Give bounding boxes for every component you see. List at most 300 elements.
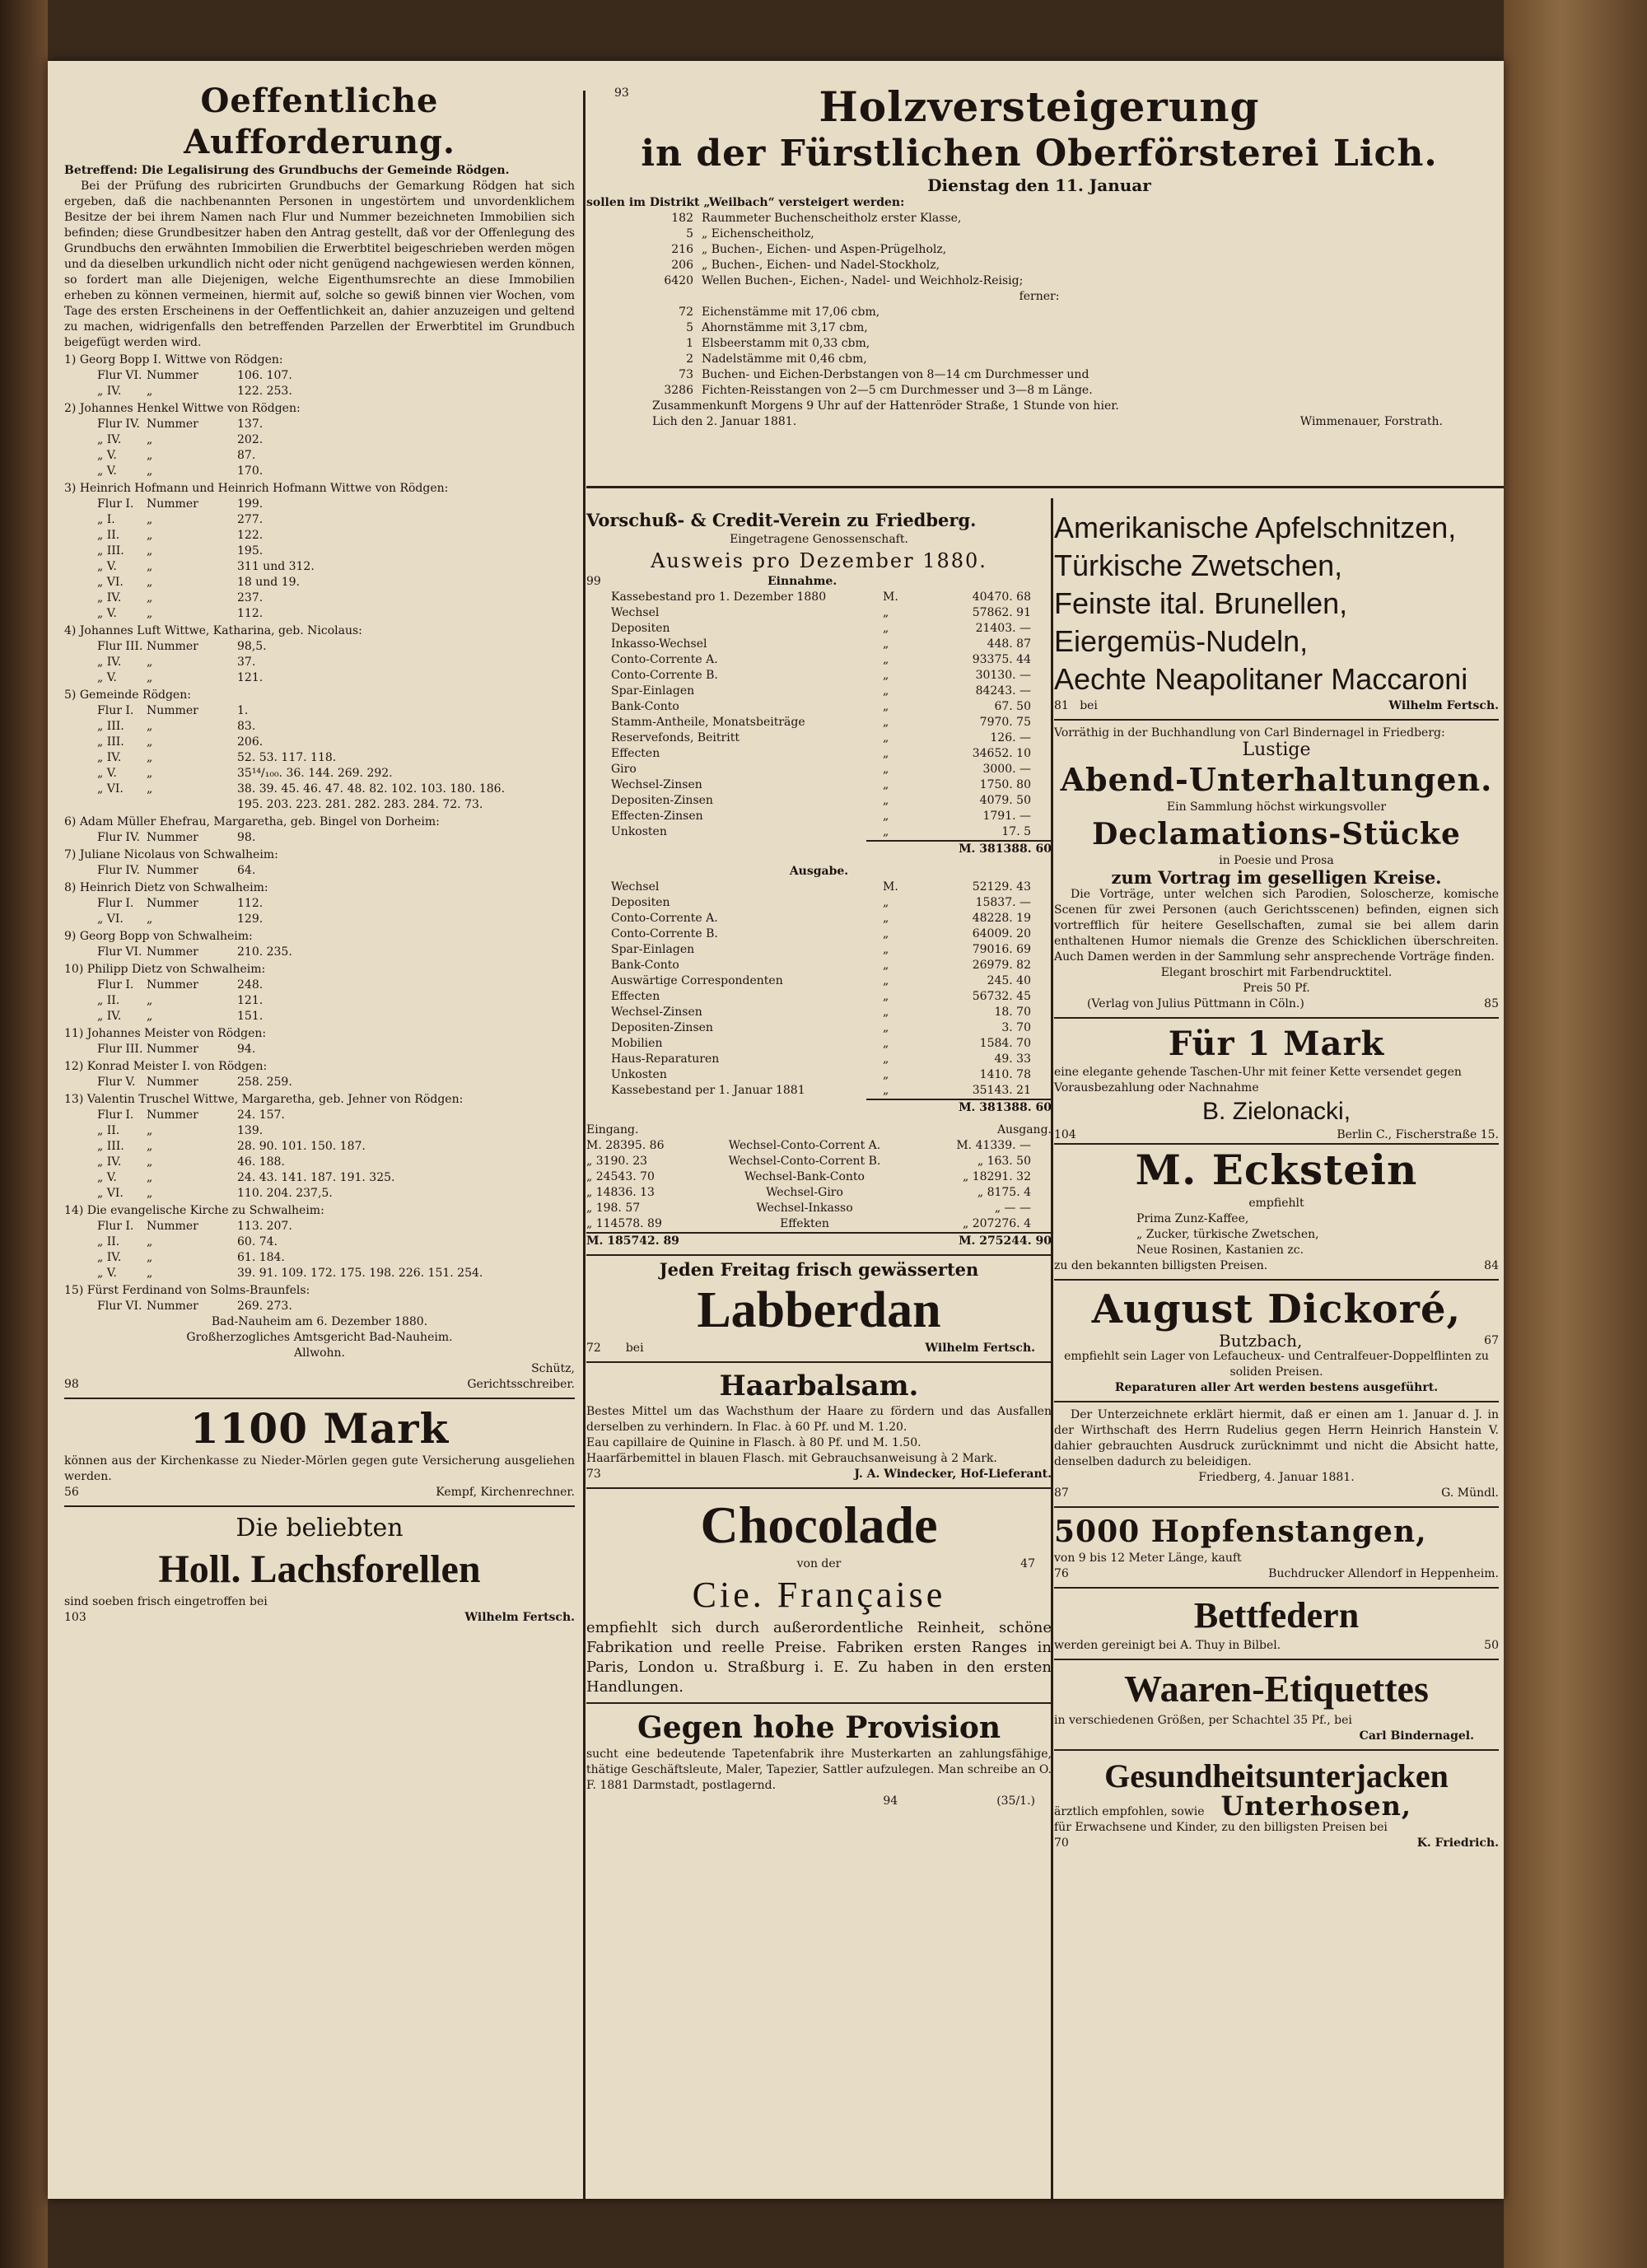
eck-items [1054, 1211, 1499, 1258]
ledger-label: Unkosten [611, 825, 667, 838]
ledger-unit: „ [883, 974, 889, 987]
flur-cell: 18 und 19. [237, 576, 300, 589]
flur-cell: „ [147, 782, 153, 796]
ziel-name: B. Zielonacki, [1201, 1098, 1351, 1125]
ledger-unit: „ [883, 731, 889, 744]
ledger-unit: „ [883, 700, 889, 713]
haar-text: Bestes Mittel um das Wachsthum der Haare zu fördern und das Ausfallen derselben zu verhindern. In Flac. à 60 Pf. und M. 1.20. [586, 1404, 1052, 1434]
divider [1054, 1587, 1499, 1589]
amer-item: Amerikanische Apfelschnitzen, [1054, 511, 1457, 544]
ledger-unit: „ [883, 747, 889, 760]
flur-row [64, 782, 575, 813]
flur-row [64, 1234, 575, 1250]
ledger-row [611, 668, 1052, 684]
flur-cell: „ VI. [97, 576, 124, 589]
book-spine-left [0, 0, 48, 2268]
ledger-unit: M. [883, 590, 898, 604]
ledger-label: Reservefonds, Beitritt [611, 731, 740, 744]
flur-cell: Flur VI. [97, 369, 142, 382]
flur-cell: „ [147, 767, 153, 780]
ledger-row [611, 824, 1052, 840]
date-line: Bad-Nauheim am 6. Dezember 1880. [211, 1315, 428, 1328]
entry-head: 10) Philipp Dietz von Schwalheim: [64, 963, 266, 976]
flur-cell: 83. [237, 720, 256, 733]
flur-row [64, 735, 575, 750]
ledger-row [611, 809, 1052, 824]
ledger-row [611, 989, 1052, 1005]
flur-cell: 258. 259. [237, 1076, 292, 1089]
flur-row [64, 896, 575, 912]
holz-item [586, 242, 1492, 258]
ledger-value: 26979. 82 [972, 959, 1031, 972]
entry-head: 9) Georg Bopp von Schwalheim: [64, 930, 253, 943]
flur-cell: Flur I. [97, 497, 134, 511]
flur-cell: 137. [237, 418, 264, 431]
ledger-value: 64009. 20 [972, 927, 1031, 940]
book-verlag: (Verlag von Julius Püttmann in Cöln.) [1087, 997, 1304, 1010]
ledger-unit: „ [883, 810, 889, 823]
flur-cell: Flur I. [97, 1108, 134, 1122]
ledger-unit: „ [883, 1084, 889, 1097]
flur-cell: Flur I. [97, 1220, 134, 1233]
ledger-label: Giro [611, 763, 637, 776]
eck-item: Prima Zunz-Kaffee, [1136, 1212, 1249, 1225]
flur-cell: Nummer [147, 704, 198, 717]
amer-item: Feinste ital. Brunellen, [1054, 586, 1348, 620]
flur-cell: „ [147, 464, 153, 478]
flur-cell: Flur I. [97, 897, 134, 910]
ledger-unit: „ [883, 606, 889, 619]
ledger-row [611, 699, 1052, 715]
ledger-unit: „ [883, 825, 889, 838]
ad-number: 87 [1054, 1486, 1069, 1500]
flur-cell: Flur V. [97, 1076, 136, 1089]
flur-cell: 64. [237, 864, 256, 877]
gesund-text1: ärztlich empfohlen, sowie [1054, 1805, 1205, 1818]
ledger-row [611, 895, 1052, 911]
flur-row [64, 639, 575, 655]
verein-title: Vorschuß- & Credit-Verein zu Friedberg. [586, 510, 977, 530]
ledger-label: Depositen [611, 896, 670, 909]
bett-title: Bettfedern [1193, 1595, 1360, 1636]
flur-row [64, 1139, 575, 1155]
dick-rep: Reparaturen aller Art werden bestens ausgeführt. [1114, 1381, 1439, 1394]
entry-head: 11) Johannes Meister von Rödgen: [64, 1027, 267, 1040]
flur-row [64, 417, 575, 432]
ad-number: 84 [1484, 1259, 1499, 1272]
giro-in: „ 114578. 89 [586, 1217, 662, 1230]
hopfen-sign: Buchdrucker Allendorf in Heppenheim. [1268, 1567, 1499, 1580]
flur-cell: „ V. [97, 767, 117, 780]
book-lustige: Lustige [1242, 740, 1311, 760]
flur-cell: „ II. [97, 1124, 120, 1137]
ad-number: 70 [1054, 1836, 1069, 1850]
flur-cell: 112. [237, 897, 264, 910]
flur-cell: „ IV. [97, 1155, 122, 1169]
ad-number: 81 [1054, 699, 1069, 712]
giro-out: M. 41339. — [956, 1139, 1031, 1152]
lachs-text: sind soeben frisch eingetroffen bei [64, 1595, 268, 1608]
divider [586, 1254, 1052, 1256]
divider [1054, 1401, 1499, 1402]
entry-head: 4) Johannes Luft Wittwe, Katharina, geb. Nicolaus: [64, 624, 362, 637]
flur-cell: 112. [237, 607, 264, 620]
flur-cell: 1. [237, 704, 249, 717]
ad-number: 103 [64, 1611, 86, 1624]
flur-cell: „ II. [97, 529, 120, 542]
flur-cell: Flur IV. [97, 831, 140, 844]
flur-row [64, 528, 575, 544]
verein-ausweis: Ausweis pro Dezember 1880. [651, 549, 987, 572]
flur-cell: „ [147, 735, 153, 749]
haar-quinine: Eau capillaire de Quinine in Flasch. à 80 Pf. und M. 1.50. [586, 1435, 921, 1449]
holz-title: Holzversteigerung [819, 82, 1260, 131]
holz-item [586, 273, 1492, 289]
book-eleg: Elegant broschirt mit Farbendrucktitel. [1160, 966, 1393, 979]
flur-cell: 24. 43. 141. 187. 191. 325. [237, 1171, 395, 1184]
flur-cell: 61. 184. [237, 1251, 285, 1264]
lachs-sign: Wilhelm Fertsch. [464, 1611, 575, 1624]
flur-cell: „ [147, 591, 153, 604]
flur-cell: Flur III. [97, 1043, 143, 1056]
waaren-text: in verschiedenen Größen, per Schachtel 35 Pf., bei [1054, 1714, 1352, 1727]
flur-cell: „ [147, 560, 153, 573]
ledger-unit: „ [883, 927, 889, 940]
flur-row [64, 703, 575, 719]
lachs-title: Holl. Lachsforellen [158, 1547, 481, 1591]
ledger-label: Inkasso-Wechsel [611, 637, 707, 651]
flur-cell: „ II. [97, 994, 120, 1007]
ledger-label: Effecten-Zinsen [611, 810, 703, 823]
ledger-value: 1584. 70 [979, 1037, 1031, 1050]
ledger-row [611, 590, 1052, 605]
ledger-label: Bank-Conto [611, 959, 679, 972]
ledger-value: 3000. — [982, 763, 1031, 776]
giro-table [586, 1138, 1052, 1232]
flur-cell: Nummer [147, 369, 198, 382]
flur-cell: „ [147, 385, 153, 398]
flur-cell: Nummer [147, 497, 198, 511]
ledger-row [611, 793, 1052, 809]
sign-schuetz: Schütz, [531, 1362, 575, 1375]
flur-cell: „ [147, 1155, 153, 1169]
flur-cell: Flur I. [97, 978, 134, 992]
ledger-value: 49. 33 [994, 1052, 1031, 1066]
giro-total-left: M. 185742. 89 [586, 1234, 679, 1248]
book-poesie: in Poesie und Prosa [1219, 853, 1334, 867]
ledger-value: 21403. — [975, 622, 1031, 635]
gesund-sign: K. Friedrich. [1416, 1836, 1499, 1850]
ledger-label: Wechsel-Zinsen [611, 1006, 702, 1019]
flur-cell: Nummer [147, 1220, 198, 1233]
flur-cell: „ [147, 1187, 153, 1200]
ledger-row [611, 621, 1052, 637]
ledger-row [611, 1020, 1052, 1036]
book-desc: Die Vorträge, unter welchen sich Parodien, Soloscherze, komische Scenen für zwei Personen (auch Gerichtsscenen) befinden, eignen sich vortrefflich für heitere Gesellschaften, zumal sie bei allem darin enthaltenen Humor niemals die Grenze des Schicklichen überschreiten. Auch Damen werden in der Sammlung sehr ansprechende Vorträge finden. [1054, 888, 1499, 964]
ledger-label: Mobilien [611, 1037, 663, 1050]
flur-row [64, 1170, 575, 1186]
eck-emp: empfiehlt [1248, 1197, 1304, 1210]
flur-cell: 248. [237, 978, 264, 992]
flur-row [64, 384, 575, 399]
labberdan-bei: bei [625, 1341, 644, 1355]
bett-text: werden gereinigt bei A. Thuy in Bilbel. [1054, 1639, 1281, 1652]
flur-row [64, 1219, 575, 1234]
mark-ad-sign: Kempf, Kirchenrechner. [436, 1486, 575, 1499]
giro-label: Wechsel-Bank-Conto [744, 1170, 865, 1183]
ledger-row [611, 1067, 1052, 1083]
holz-items2 [586, 305, 1492, 399]
holz-sign: Wimmenauer, Forstrath. [1299, 414, 1443, 428]
flur-row [64, 1108, 575, 1123]
ledger-value: 4079. 50 [979, 794, 1031, 807]
ledger-value: 448. 87 [987, 637, 1031, 651]
flur-row [64, 978, 575, 993]
book-vortrag: zum Vortrag im geselligen Kreise. [1111, 866, 1442, 888]
flur-cell: „ VI. [97, 1187, 124, 1200]
ledger-value: 245. 40 [987, 974, 1031, 987]
giro-in: „ 14836. 13 [586, 1186, 655, 1199]
ledger-row [611, 777, 1052, 793]
ledger-label: Wechsel-Zinsen [611, 778, 702, 791]
gesund-title: Gesundheitsunterjacken [1104, 1757, 1449, 1794]
aufforderung-title: Oeffentliche Aufforderung. [184, 82, 455, 161]
book-preis: Preis 50 Pf. [1243, 982, 1310, 995]
flur-cell: 35¹⁴/₁₀₀. 36. 144. 269. 292. [237, 767, 393, 780]
holz-item [586, 320, 1492, 336]
entry-head: 15) Fürst Ferdinand von Solms-Braunfels: [64, 1284, 310, 1297]
holz-desc: „ Eichenscheitholz, [702, 226, 814, 240]
flur-cell: „ II. [97, 1235, 120, 1248]
flur-cell: „ [147, 433, 153, 446]
flur-cell: Flur IV. [97, 418, 140, 431]
ledger-label: Spar-Einlagen [611, 684, 695, 698]
holz-qty: 216 [671, 242, 693, 256]
holz-desc: Ahornstämme mit 3,17 cbm, [702, 320, 868, 334]
flur-row [64, 655, 575, 670]
flur-cell: 151. [237, 1010, 264, 1023]
holz-desc: Nadelstämme mit 0,46 cbm, [702, 352, 867, 366]
eck-title: M. Eckstein [1135, 1146, 1418, 1194]
flur-cell: 139. [237, 1124, 264, 1137]
flur-cell: 199. [237, 497, 264, 511]
flur-cell: „ [147, 607, 153, 620]
ledger-label: Effecten [611, 747, 660, 760]
holz-item [586, 383, 1492, 399]
ledger-label: Effecten [611, 990, 660, 1003]
divider [586, 1702, 1052, 1704]
flur-cell: „ V. [97, 464, 117, 478]
ledger-label: Wechsel [611, 606, 660, 619]
flur-cell: „ [147, 1235, 153, 1248]
flur-row [64, 830, 575, 846]
holz-qty: 73 [679, 367, 693, 381]
ad-number: 56 [64, 1486, 79, 1499]
flur-cell: 121. [237, 671, 264, 684]
ledger-row [611, 880, 1052, 895]
flur-cell: „ [147, 671, 153, 684]
ledger-label: Conto-Corrente B. [611, 927, 718, 940]
einnahme-total: M. 381388. 60 [866, 840, 1052, 857]
horizontal-rule-holz [586, 486, 1504, 488]
flur-row [64, 719, 575, 735]
ledger-value: 126. — [990, 731, 1031, 744]
flur-row [64, 512, 575, 528]
flur-cell: „ III. [97, 735, 124, 749]
flur-cell: „ [147, 1140, 153, 1153]
ledger-label: Haus-Reparaturen [611, 1052, 720, 1066]
divider [1054, 719, 1499, 721]
flur-cell: „ [147, 1124, 153, 1137]
flur-row [64, 766, 575, 782]
ledger-row [611, 1036, 1052, 1052]
holz-desc: Buchen- und Eichen-Derbstangen von 8—14 cm Durchmesser und [702, 367, 1089, 381]
divider [64, 1505, 575, 1507]
haar-title: Haarbalsam. [719, 1369, 919, 1402]
flur-cell: „ [147, 513, 153, 526]
ledger-label: Unkosten [611, 1068, 667, 1081]
giro-out: „ 18291. 32 [963, 1170, 1031, 1183]
flur-cell: „ [147, 994, 153, 1007]
ledger-label: Auswärtige Correspondenten [611, 974, 783, 987]
ledger-value: 1791. — [982, 810, 1031, 823]
giro-in: „ 24543. 70 [586, 1170, 655, 1183]
flur-cell: „ VI. [97, 782, 124, 796]
ausgabe-heading: Ausgabe. [789, 865, 849, 878]
giro-row [586, 1216, 1052, 1232]
aufforderung-text: Bei der Prüfung des rubricirten Grundbuchs der Gemarkung Rödgen hat sich ergeben, daß die nachbenannten Personen in ungestörtem und unvordenklichem Besitze der bei ihrem Namen nach Flur und Nummer bezeichneten Immobilien sich befinden; diese Grundbesitzer haben den Antrag gestellt, daß vor der Offenlegung des Grundbuchs den erwähnten Immobilien die Erwerbtitel beigeschrieben werden mögen und da dieselben urkundlich nicht oder nicht genügend nachgewiesen werden können, so fordert man alle Diejenigen, welche Eigenthumsrechte an diese Immobilien erheben zu können vermeinen, hiermit auf, solche so gewiß binnen vier Wochen, vom Tage des ersten Erscheinens in der Oeffentlichkeit an, dahier anzuzeigen und geltend zu machen, widrigenfalls den betreffenden Parzellen der Erwerbtitel im Grundbuch beigefügt werden wird. [64, 180, 575, 349]
amer-bei: bei [1080, 699, 1098, 712]
holz-item [586, 367, 1492, 383]
giro-total-right: M. 275244. 90 [959, 1234, 1052, 1248]
ledger-row [611, 746, 1052, 762]
flur-cell: „ IV. [97, 591, 122, 604]
flur-row [64, 448, 575, 464]
ledger-label: Depositen-Zinsen [611, 794, 713, 807]
flur-cell: „ IV. [97, 1010, 122, 1023]
flur-cell: 60. 74. [237, 1235, 278, 1248]
property-list [64, 352, 575, 1314]
ledger-value: 15837. — [975, 896, 1031, 909]
giro-label: Wechsel-Giro [766, 1186, 843, 1199]
flur-cell: „ III. [97, 1140, 124, 1153]
giro-in: „ 198. 57 [586, 1202, 641, 1215]
ad-number: 73 [586, 1467, 601, 1481]
flur-row [64, 464, 575, 479]
labberdan-pre: Jeden Freitag frisch gewässerten [659, 1259, 979, 1280]
einnahme-heading: Einnahme. [768, 575, 837, 588]
divider [586, 1361, 1052, 1363]
flur-cell: „ V. [97, 1171, 117, 1184]
ledger-unit: „ [883, 716, 889, 729]
ledger-label: Bank-Conto [611, 700, 679, 713]
hopfen-title: 5000 Hopfenstangen, [1054, 1514, 1427, 1549]
holz-desc: Elsbeerstamm mit 0,33 cbm, [702, 336, 870, 350]
waaren-sign: Carl Bindernagel. [1359, 1729, 1474, 1743]
flur-row [64, 1186, 575, 1202]
holz-desc: Wellen Buchen-, Eichen-, Nadel- und Weichholz-Reisig; [702, 273, 1024, 287]
ledger-value: 93375. 44 [972, 653, 1031, 666]
ledger-row [611, 684, 1052, 699]
ledger-value: 35143. 21 [972, 1084, 1031, 1097]
flur-cell: 94. [237, 1043, 256, 1056]
hopfen-text: von 9 bis 12 Meter Länge, kauft [1054, 1552, 1242, 1565]
entry-head: 3) Heinrich Hofmann und Heinrich Hofmann Wittwe von Rödgen: [64, 482, 449, 495]
entry-head: 13) Valentin Truschel Wittwe, Margaretha, geb. Jehner von Rödgen: [64, 1093, 464, 1106]
flur-cell: 98. [237, 831, 256, 844]
holz-items [586, 211, 1492, 289]
holz-qty: 5 [686, 320, 693, 334]
provision-title: Gegen hohe Provision [637, 1710, 1001, 1745]
ledger-unit: „ [883, 637, 889, 651]
entry-head: 6) Adam Müller Ehefrau, Margaretha, geb. Bingel von Dorheim: [64, 815, 440, 828]
entry-head: 1) Georg Bopp I. Wittwe von Rödgen: [64, 353, 283, 366]
flur-cell: Flur VI. [97, 1300, 142, 1313]
flur-cell: „ [147, 529, 153, 542]
flur-row [64, 1123, 575, 1139]
flur-cell: „ [147, 1171, 153, 1184]
unter-text: Der Unterzeichnete erklärt hiermit, daß er einen am 1. Januar d. J. in der Wirthschaft des Herrn Rudelius gegen Herrn Heinrich Hanstein V. dahier gebrauchten Ausdruck zurücknimmt und nicht die Absicht hatte, denselben dadurch zu beleidigen. [1054, 1408, 1499, 1468]
ledger-label: Stamm-Antheile, Monatsbeiträge [611, 716, 805, 729]
book-abend: Abend-Unterhaltungen. [1060, 760, 1493, 798]
ad-number: 94 [883, 1794, 898, 1808]
ad-number: 47 [1020, 1556, 1035, 1570]
flur-row [64, 1250, 575, 1266]
column-middle [586, 509, 1052, 1809]
flur-cell: 170. [237, 464, 264, 478]
waaren-title: Waaren-Etiquettes [1124, 1668, 1429, 1710]
ad-number: 76 [1054, 1567, 1069, 1580]
flur-cell: 28. 90. 101. 150. 187. [237, 1140, 366, 1153]
giro-ausgang: Ausgang. [996, 1123, 1052, 1136]
holz-desc: Eichenstämme mit 17,06 cbm, [702, 305, 880, 319]
flur-cell: Nummer [147, 864, 198, 877]
ledger-row [611, 652, 1052, 668]
ledger-row [611, 730, 1052, 746]
giro-label: Wechsel-Conto-Corrent A. [728, 1139, 881, 1152]
giro-label: Wechsel-Inkasso [756, 1202, 853, 1215]
flur-row [64, 945, 575, 960]
flur-cell: Nummer [147, 1043, 198, 1056]
labberdan-title: Labberdan [697, 1281, 941, 1338]
giro-label: Wechsel-Conto-Corrent B. [728, 1155, 881, 1168]
flur-row [64, 993, 575, 1009]
book-samml: Ein Sammlung höchst wirkungsvoller [1166, 800, 1387, 814]
flur-cell: 38. 39. 45. 46. 47. 48. 82. 102. 103. 180. 186. 195. 203. 223. 281. 282. 283. 284. 72. 73. [237, 782, 506, 811]
giro-eingang: Eingang. [586, 1123, 639, 1136]
ledger-label: Conto-Corrente A. [611, 912, 718, 925]
entry-head: 5) Gemeinde Rödgen: [64, 688, 191, 702]
flur-row [64, 497, 575, 512]
amer-item: Eiergemüs-Nudeln, [1054, 624, 1309, 658]
column-right [1054, 509, 1499, 1851]
giro-row [586, 1138, 1052, 1154]
entry-head: 2) Johannes Henkel Wittwe von Rödgen: [64, 402, 301, 415]
holz-desc: „ Buchen-, Eichen- und Aspen-Prügelholz, [702, 242, 947, 256]
ledger-unit: „ [883, 1052, 889, 1066]
flur-cell: 269. 273. [237, 1300, 292, 1313]
flur-row [64, 606, 575, 622]
flur-cell: „ IV. [97, 656, 122, 669]
ad-number: 93 [614, 86, 629, 100]
holz-qty: 5 [686, 226, 693, 240]
ledger-row [611, 958, 1052, 973]
column-rule-left [583, 91, 586, 2199]
eck-item: Neue Rosinen, Kastanien zc. [1136, 1244, 1304, 1257]
book-spine-right [1504, 0, 1647, 2268]
flur-cell: 113. 207. [237, 1220, 292, 1233]
ziel-addr: Berlin C., Fischerstraße 15. [1337, 1128, 1499, 1141]
